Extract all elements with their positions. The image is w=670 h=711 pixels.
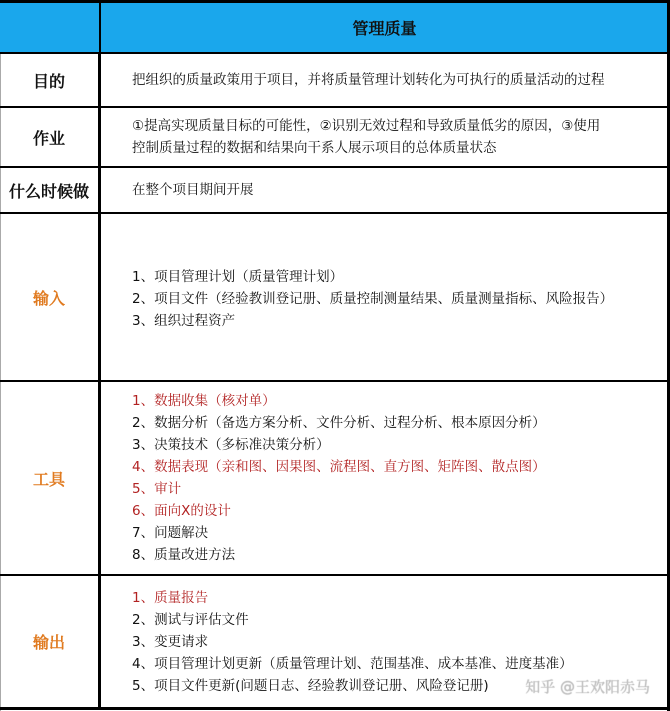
function-line-1: ①提高实现质量目标的可能性，②识别无效过程和导致质量低劣的原因，③使用 bbox=[132, 118, 601, 134]
table-bottom-border bbox=[0, 707, 668, 710]
tool-item: 1、数据收集（核对单） bbox=[132, 393, 276, 409]
row-label-purpose: 目的 bbox=[0, 54, 101, 106]
tool-item: 5、审计 bbox=[132, 481, 182, 497]
row-value-function bbox=[101, 108, 668, 166]
row-value-purpose bbox=[101, 54, 668, 106]
row-tools bbox=[0, 382, 668, 574]
input-item: 2、项目文件（经验教训登记册、质量控制测量结果、质量测量指标、风险报告） bbox=[132, 291, 614, 307]
row-label-when: 什么时候做 bbox=[0, 168, 101, 212]
tool-item: 7、问题解决 bbox=[132, 525, 209, 541]
input-item: 3、组织过程资产 bbox=[132, 313, 236, 329]
row-when bbox=[0, 168, 668, 212]
tool-item: 6、面向X的设计 bbox=[132, 503, 231, 519]
row-label-inputs: 输入 bbox=[0, 214, 101, 380]
header-title: 管理质量 bbox=[352, 19, 417, 38]
tool-item: 3、决策技术（多标准决策分析） bbox=[132, 437, 330, 453]
tool-item: 4、数据表现（亲和图、因果图、流程图、直方图、矩阵图、散点图） bbox=[132, 459, 546, 475]
watermark: 知乎 @王欢阳赤马 bbox=[525, 678, 650, 696]
tool-item: 2、数据分析（备选方案分析、文件分析、过程分析、根本原因分析） bbox=[132, 415, 546, 431]
row-label-outputs: 输出 bbox=[0, 576, 101, 707]
tool-item: 8、质量改进方法 bbox=[132, 547, 236, 563]
output-item: 2、测试与评估文件 bbox=[132, 611, 249, 628]
row-inputs bbox=[0, 214, 668, 380]
when-text: 在整个项目期间开展 bbox=[132, 182, 254, 198]
row-value-tools bbox=[101, 382, 668, 574]
output-item: 1、质量报告 bbox=[132, 589, 209, 606]
row-label-tools: 工具 bbox=[0, 382, 101, 574]
function-line-2: 控制质量过程的数据和结果向干系人展示项目的总体质量状态 bbox=[132, 140, 497, 156]
row-label-function: 作业 bbox=[0, 108, 101, 166]
row-value-inputs bbox=[101, 214, 668, 380]
output-item: 4、项目管理计划更新（质量管理计划、范围基准、成本基准、进度基准） bbox=[132, 655, 573, 672]
row-value-when bbox=[101, 168, 668, 212]
input-item: 1、项目管理计划（质量管理计划） bbox=[132, 269, 344, 285]
header-corner-cell bbox=[0, 3, 101, 52]
output-item: 5、项目文件更新(问题日志、经验教训登记册、风险登记册) bbox=[132, 677, 489, 694]
output-item: 3、变更请求 bbox=[132, 633, 209, 650]
table-header bbox=[0, 0, 668, 52]
purpose-text: 把组织的质量政策用于项目，并将质量管理计划转化为可执行的质量活动的过程 bbox=[132, 72, 605, 88]
row-function bbox=[0, 108, 668, 166]
row-purpose bbox=[0, 54, 668, 106]
